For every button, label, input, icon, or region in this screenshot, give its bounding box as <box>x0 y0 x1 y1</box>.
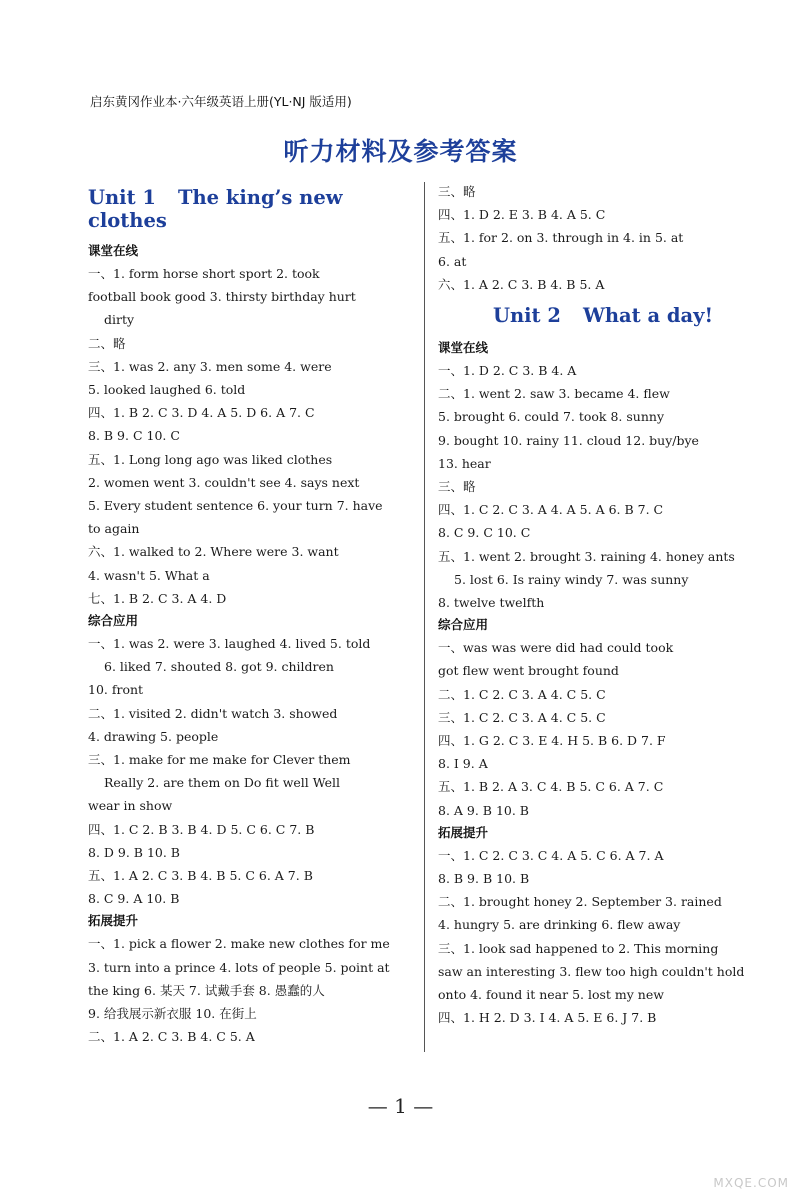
left-answer-line: 9. 给我展示新衣服 10. 在街上 <box>88 1006 257 1022</box>
left-answer-line: football book good 3. thirsty birthday hurt <box>88 289 356 305</box>
section-heading: 综合应用 <box>88 613 139 629</box>
unit-heading <box>438 304 768 327</box>
right-answer-line: got flew went brought found <box>438 663 619 679</box>
right-answer-line: 8. I 9. A <box>438 756 488 772</box>
right-answer-line: 13. hear <box>438 455 491 471</box>
right-answer-line: onto 4. found it near 5. lost my new <box>438 987 664 1003</box>
right-answer-line: 5. lost 6. Is rainy windy 7. was sunny <box>454 571 689 587</box>
right-answer-line: 8. A 9. B 10. B <box>438 802 529 818</box>
right-answer-line: 6. at <box>438 253 467 269</box>
right-answer-line: saw an interesting 3. flew too high couldn't hold <box>438 963 745 979</box>
right-answer-line: 二、1. brought honey 2. September 3. rained <box>438 894 722 910</box>
right-answer-line: 一、was was were did had could took <box>438 640 674 656</box>
unit-number: Unit 1 <box>88 186 156 209</box>
left-answer-line: 五、1. Long long ago was liked clothes <box>88 451 333 467</box>
unit-title: The king’s new clothes <box>88 186 343 232</box>
left-answer-line: 8. D 9. B 10. B <box>88 844 180 860</box>
unit-number: Unit 2 <box>492 304 561 328</box>
right-answer-line: 9. bought 10. rainy 11. cloud 12. buy/bye <box>438 432 699 448</box>
left-answer-line: 5. Every student sentence 6. your turn 7. have <box>88 498 383 514</box>
left-answer-line: 4. drawing 5. people <box>88 728 219 744</box>
left-answer-line: 6. liked 7. shouted 8. got 9. children <box>104 659 334 675</box>
left-answer-line: 七、1. B 2. C 3. A 4. D <box>88 590 227 606</box>
right-answer-line: 8. twelve twelfth <box>438 595 545 611</box>
left-answer-line: to again <box>88 521 140 537</box>
right-answer-line: 六、1. A 2. C 3. B 4. B 5. A <box>438 276 605 292</box>
right-answer-line: 五、1. for 2. on 3. through in 4. in 5. at <box>438 230 684 246</box>
right-answer-line: 4. hungry 5. are drinking 6. flew away <box>438 917 681 933</box>
right-answer-line: 三、1. C 2. C 3. A 4. C 5. C <box>438 709 606 725</box>
left-answer-line: 六、1. walked to 2. Where were 3. want <box>88 544 339 560</box>
right-column <box>438 180 768 1030</box>
left-answer-line: 三、1. make for me make for Clever them <box>88 752 351 768</box>
left-answer-line: wear in show <box>88 798 173 814</box>
left-answer-line: 4. wasn't 5. What a <box>88 567 210 583</box>
left-answer-line: 四、1. B 2. C 3. D 4. A 5. D 6. A 7. C <box>88 405 315 421</box>
section-heading: 综合应用 <box>438 617 489 633</box>
left-answer-line: 一、1. form horse short sport 2. took <box>88 266 320 281</box>
right-answer-line: 8. C 9. C 10. C <box>438 525 531 541</box>
section-heading: 拓展提升 <box>438 824 489 840</box>
right-answer-line: 四、1. C 2. C 3. A 4. A 5. A 6. B 7. C <box>438 502 664 518</box>
right-answer-line: 四、1. G 2. C 3. E 4. H 5. B 6. D 7. F <box>438 733 666 749</box>
right-answer-line: 五、1. went 2. brought 3. raining 4. honey ants <box>438 548 735 564</box>
left-answer-line: dirty <box>104 312 135 328</box>
left-answer-line: the king 6. 某天 7. 试戴手套 8. 愚蠢的人 <box>88 982 325 998</box>
right-answer-line: 5. brought 6. could 7. took 8. sunny <box>438 409 665 425</box>
right-answer-line: 三、略 <box>438 184 476 199</box>
unit-heading <box>88 186 413 232</box>
page-number: — 1 — <box>367 1094 434 1118</box>
right-answer-line: 一、1. D 2. C 3. B 4. A <box>438 363 577 379</box>
right-answer-line: 三、略 <box>438 479 476 495</box>
right-answer-line: 五、1. B 2. A 3. C 4. B 5. C 6. A 7. C <box>438 779 664 795</box>
column-divider <box>424 182 425 1052</box>
right-answer-line: 8. B 9. B 10. B <box>438 871 530 887</box>
left-column <box>88 180 413 1049</box>
page-title: 听力材料及参考答案 <box>283 137 518 166</box>
right-answer-line: 四、1. D 2. E 3. B 4. A 5. C <box>438 207 606 223</box>
right-answer-line: 三、1. look sad happened to 2. This morning <box>438 940 719 956</box>
left-answer-line: 10. front <box>88 682 144 698</box>
section-heading: 拓展提升 <box>88 913 139 929</box>
left-answer-line: 三、1. was 2. any 3. men some 4. were <box>88 358 332 374</box>
section-heading: 课堂在线 <box>438 340 489 356</box>
left-answer-line: 8. C 9. A 10. B <box>88 891 180 907</box>
left-answer-line: 5. looked laughed 6. told <box>88 382 246 398</box>
left-answer-line: 五、1. A 2. C 3. B 4. B 5. C 6. A 7. B <box>88 868 313 884</box>
left-answer-line: 一、1. pick a flower 2. make new clothes for me <box>88 936 390 952</box>
section-heading: 课堂在线 <box>88 243 139 258</box>
watermark: MXQE.COM <box>713 1176 789 1190</box>
left-answer-line: 二、1. A 2. C 3. B 4. C 5. A <box>88 1029 255 1045</box>
running-header: 启东黄冈作业本·六年级英语上册(YL·NJ 版适用) <box>90 94 352 109</box>
left-answer-line: 二、略 <box>88 335 126 351</box>
left-answer-line: 二、1. visited 2. didn't watch 3. showed <box>88 705 338 721</box>
left-answer-line: Really 2. are them on Do fit well Well <box>104 775 340 791</box>
left-answer-line: 一、1. was 2. were 3. laughed 4. lived 5. told <box>88 636 371 652</box>
right-answer-line: 一、1. C 2. C 3. C 4. A 5. C 6. A 7. A <box>438 847 664 863</box>
right-answer-line: 二、1. C 2. C 3. A 4. C 5. C <box>438 686 606 702</box>
left-answer-line: 2. women went 3. couldn't see 4. says next <box>88 474 360 490</box>
left-answer-line: 8. B 9. C 10. C <box>88 428 180 444</box>
right-answer-line: 四、1. H 2. D 3. I 4. A 5. E 6. J 7. B <box>438 1010 657 1026</box>
left-answer-line: 3. turn into a prince 4. lots of people 5. point at <box>88 959 390 975</box>
unit-title: What a day! <box>582 304 714 328</box>
left-answer-line: 四、1. C 2. B 3. B 4. D 5. C 6. C 7. B <box>88 821 315 837</box>
right-answer-line: 二、1. went 2. saw 3. became 4. flew <box>438 386 670 402</box>
